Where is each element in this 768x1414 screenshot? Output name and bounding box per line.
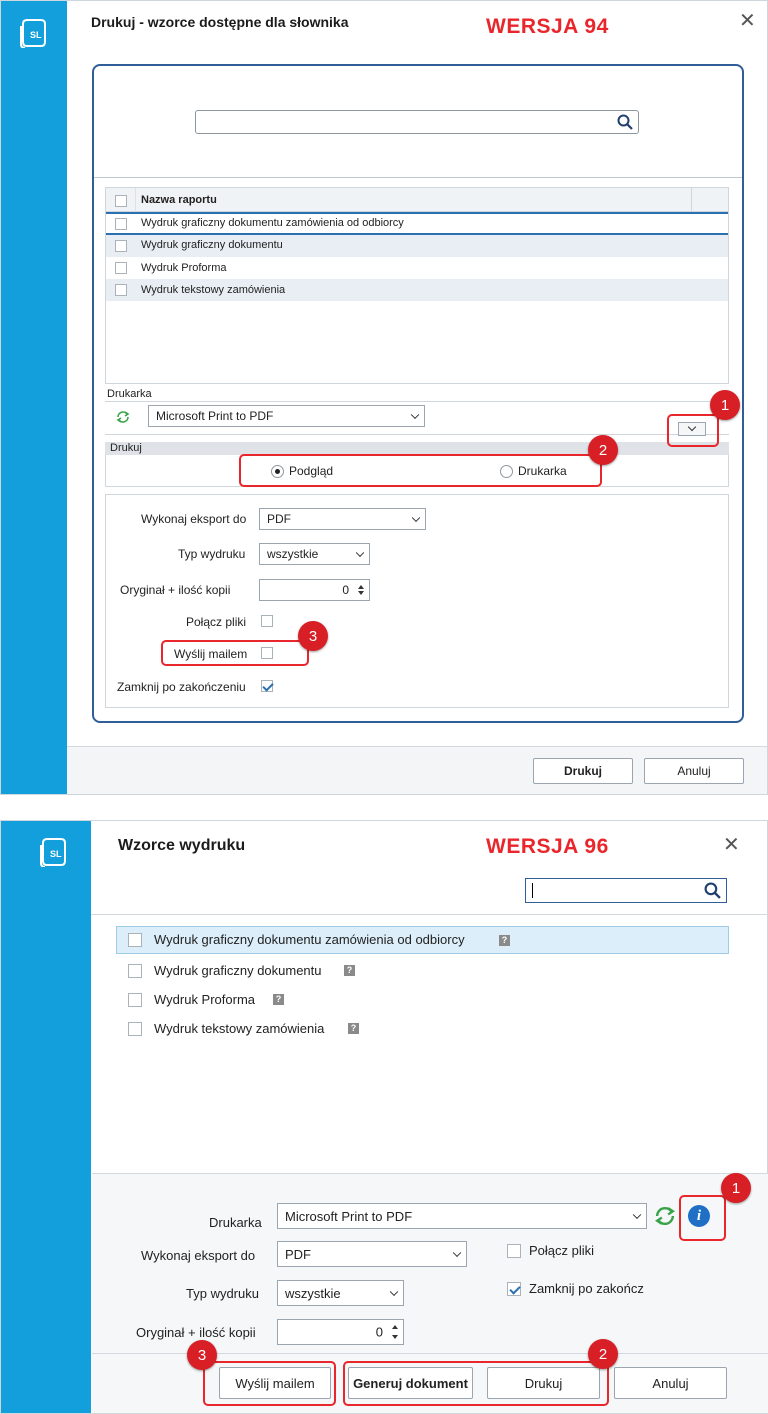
dialog-title: Wzorce wydruku [118, 837, 246, 854]
sl-document-icon [39, 837, 67, 867]
chevron-down-icon [411, 411, 419, 419]
print-button[interactable]: Drukuj [487, 1367, 600, 1399]
highlight-box-2 [343, 1361, 609, 1406]
badge-2: 2 [588, 1339, 618, 1369]
print-section-label: Drukuj [110, 442, 142, 454]
refresh-icon[interactable] [654, 1205, 676, 1227]
svg-text:SL: SL [30, 30, 42, 40]
badge-3: 3 [298, 621, 328, 651]
cancel-button[interactable]: Anuluj [614, 1367, 727, 1399]
close-after-checkbox[interactable] [261, 680, 273, 692]
printer-value: Microsoft Print to PDF [285, 1208, 413, 1224]
row-label: Wydruk graficzny dokumentu [154, 963, 322, 978]
badge-1: 1 [721, 1173, 751, 1203]
grid-col-divider [691, 188, 692, 212]
print-button[interactable]: Drukuj [533, 758, 633, 784]
row-checkbox[interactable] [115, 262, 127, 274]
sl-document-icon [19, 18, 47, 48]
row-checkbox[interactable] [128, 1022, 142, 1036]
merge-files-label: Połącz pliki [186, 615, 247, 629]
spin-up-icon[interactable] [392, 1325, 398, 1329]
search-input[interactable] [195, 110, 639, 134]
row-label: Wydruk graficzny dokumentu zamówienia od odbiorcy [141, 217, 404, 229]
divider [94, 177, 742, 178]
badge-3: 3 [187, 1340, 217, 1370]
badge-2: 2 [588, 435, 618, 465]
close-after-label: Zamknij po zakończ [529, 1281, 644, 1296]
printer-radio-label: Drukarka [518, 464, 567, 478]
badge-1: 1 [710, 390, 740, 420]
close-after-checkbox[interactable] [507, 1282, 521, 1296]
help-icon[interactable]: ? [499, 935, 510, 946]
side-bar [1, 1, 67, 794]
info-icon[interactable]: i [688, 1205, 710, 1227]
spin-down-icon[interactable] [392, 1335, 398, 1339]
highlight-box-1 [679, 1195, 726, 1241]
svg-text:SL: SL [50, 849, 62, 859]
print-type-select[interactable] [259, 543, 370, 565]
spin-up-icon[interactable] [358, 585, 364, 589]
side-bar [1, 821, 91, 1413]
chevron-down-icon [453, 1249, 461, 1257]
dialog-v96 [0, 820, 768, 1414]
highlight-box-2 [239, 454, 602, 487]
row-label: Wydruk tekstowy zamówienia [154, 1021, 325, 1036]
row-label: Wydruk tekstowy zamówienia [141, 284, 286, 296]
copies-label: Oryginał + ilość kopii [136, 1325, 256, 1340]
highlight-box-3 [203, 1361, 336, 1406]
refresh-icon[interactable] [116, 410, 130, 424]
row-checkbox[interactable] [115, 218, 127, 230]
printer-label: Drukarka [107, 388, 152, 400]
copies-value: 0 [342, 583, 349, 597]
close-icon[interactable]: ✕ [739, 10, 756, 32]
merge-files-checkbox[interactable] [507, 1244, 521, 1258]
merge-files-checkbox[interactable] [261, 615, 273, 627]
highlight-box-3 [161, 640, 309, 666]
search-input[interactable] [525, 878, 727, 903]
help-icon[interactable]: ? [344, 965, 355, 976]
row-label: Wydruk Proforma [154, 992, 256, 1007]
print-type-label: Typ wydruku [186, 1286, 259, 1301]
print-type-select[interactable] [277, 1280, 404, 1306]
copies-stepper[interactable] [277, 1319, 404, 1345]
spin-down-icon[interactable] [358, 591, 364, 595]
export-label: Wykonaj eksport do [141, 512, 247, 526]
preview-radio-label: Podgląd [289, 464, 334, 478]
row-checkbox[interactable] [115, 240, 127, 252]
chevron-down-icon [390, 1288, 398, 1296]
help-icon[interactable]: ? [273, 994, 284, 1005]
search-icon[interactable] [617, 114, 633, 130]
row-label: Wydruk graficzny dokumentu [141, 239, 283, 251]
merge-files-label: Połącz pliki [529, 1243, 595, 1258]
close-after-label: Zamknij po zakończeniu [117, 680, 246, 694]
chevron-down-icon [356, 549, 364, 557]
printer-label: Drukarka [209, 1215, 262, 1230]
print-type-label: Typ wydruku [178, 547, 246, 561]
close-icon[interactable]: ✕ [723, 834, 740, 856]
export-select[interactable] [259, 508, 426, 530]
help-icon[interactable]: ? [348, 1023, 359, 1034]
copies-value: 0 [375, 1324, 383, 1340]
cancel-button[interactable]: Anuluj [644, 758, 744, 784]
printer-select[interactable] [277, 1203, 647, 1229]
version-label: WERSJA 96 [486, 835, 609, 858]
generate-document-button[interactable]: Generuj dokument [348, 1367, 473, 1399]
export-value: PDF [267, 512, 291, 526]
row-checkbox[interactable] [128, 933, 142, 947]
print-type-value: wszystkie [267, 547, 319, 561]
row-checkbox[interactable] [128, 964, 142, 978]
select-all-checkbox[interactable] [115, 195, 127, 207]
printer-select[interactable] [148, 405, 425, 427]
send-email-button[interactable]: Wyślij mailem [219, 1367, 331, 1399]
chevron-down-icon [633, 1211, 641, 1219]
options-panel [91, 993, 768, 994]
printer-value: Microsoft Print to PDF [156, 409, 274, 423]
divider [91, 914, 768, 915]
text-caret [532, 883, 533, 898]
export-label: Wykonaj eksport do [141, 1248, 256, 1263]
export-value: PDF [285, 1246, 311, 1262]
row-label: Wydruk graficzny dokumentu zamówienia od odbiorcy [154, 932, 465, 947]
copies-label: Oryginał + ilość kopii [120, 583, 231, 597]
grid-header-label: Nazwa raportu [141, 194, 217, 206]
row-checkbox[interactable] [128, 993, 142, 1007]
row-label: Wydruk Proforma [141, 262, 227, 274]
version-label: WERSJA 94 [486, 15, 609, 38]
search-icon[interactable] [704, 882, 721, 899]
chevron-down-icon [412, 514, 420, 522]
highlight-box-1 [667, 414, 719, 447]
print-type-value: wszystkie [285, 1285, 341, 1301]
row-checkbox[interactable] [115, 284, 127, 296]
dialog-title: Drukuj - wzorce dostępne dla słownika [91, 14, 349, 30]
send-email-label: Wyślij mailem [174, 647, 248, 661]
export-select[interactable] [277, 1241, 467, 1267]
copies-stepper[interactable] [259, 579, 370, 601]
